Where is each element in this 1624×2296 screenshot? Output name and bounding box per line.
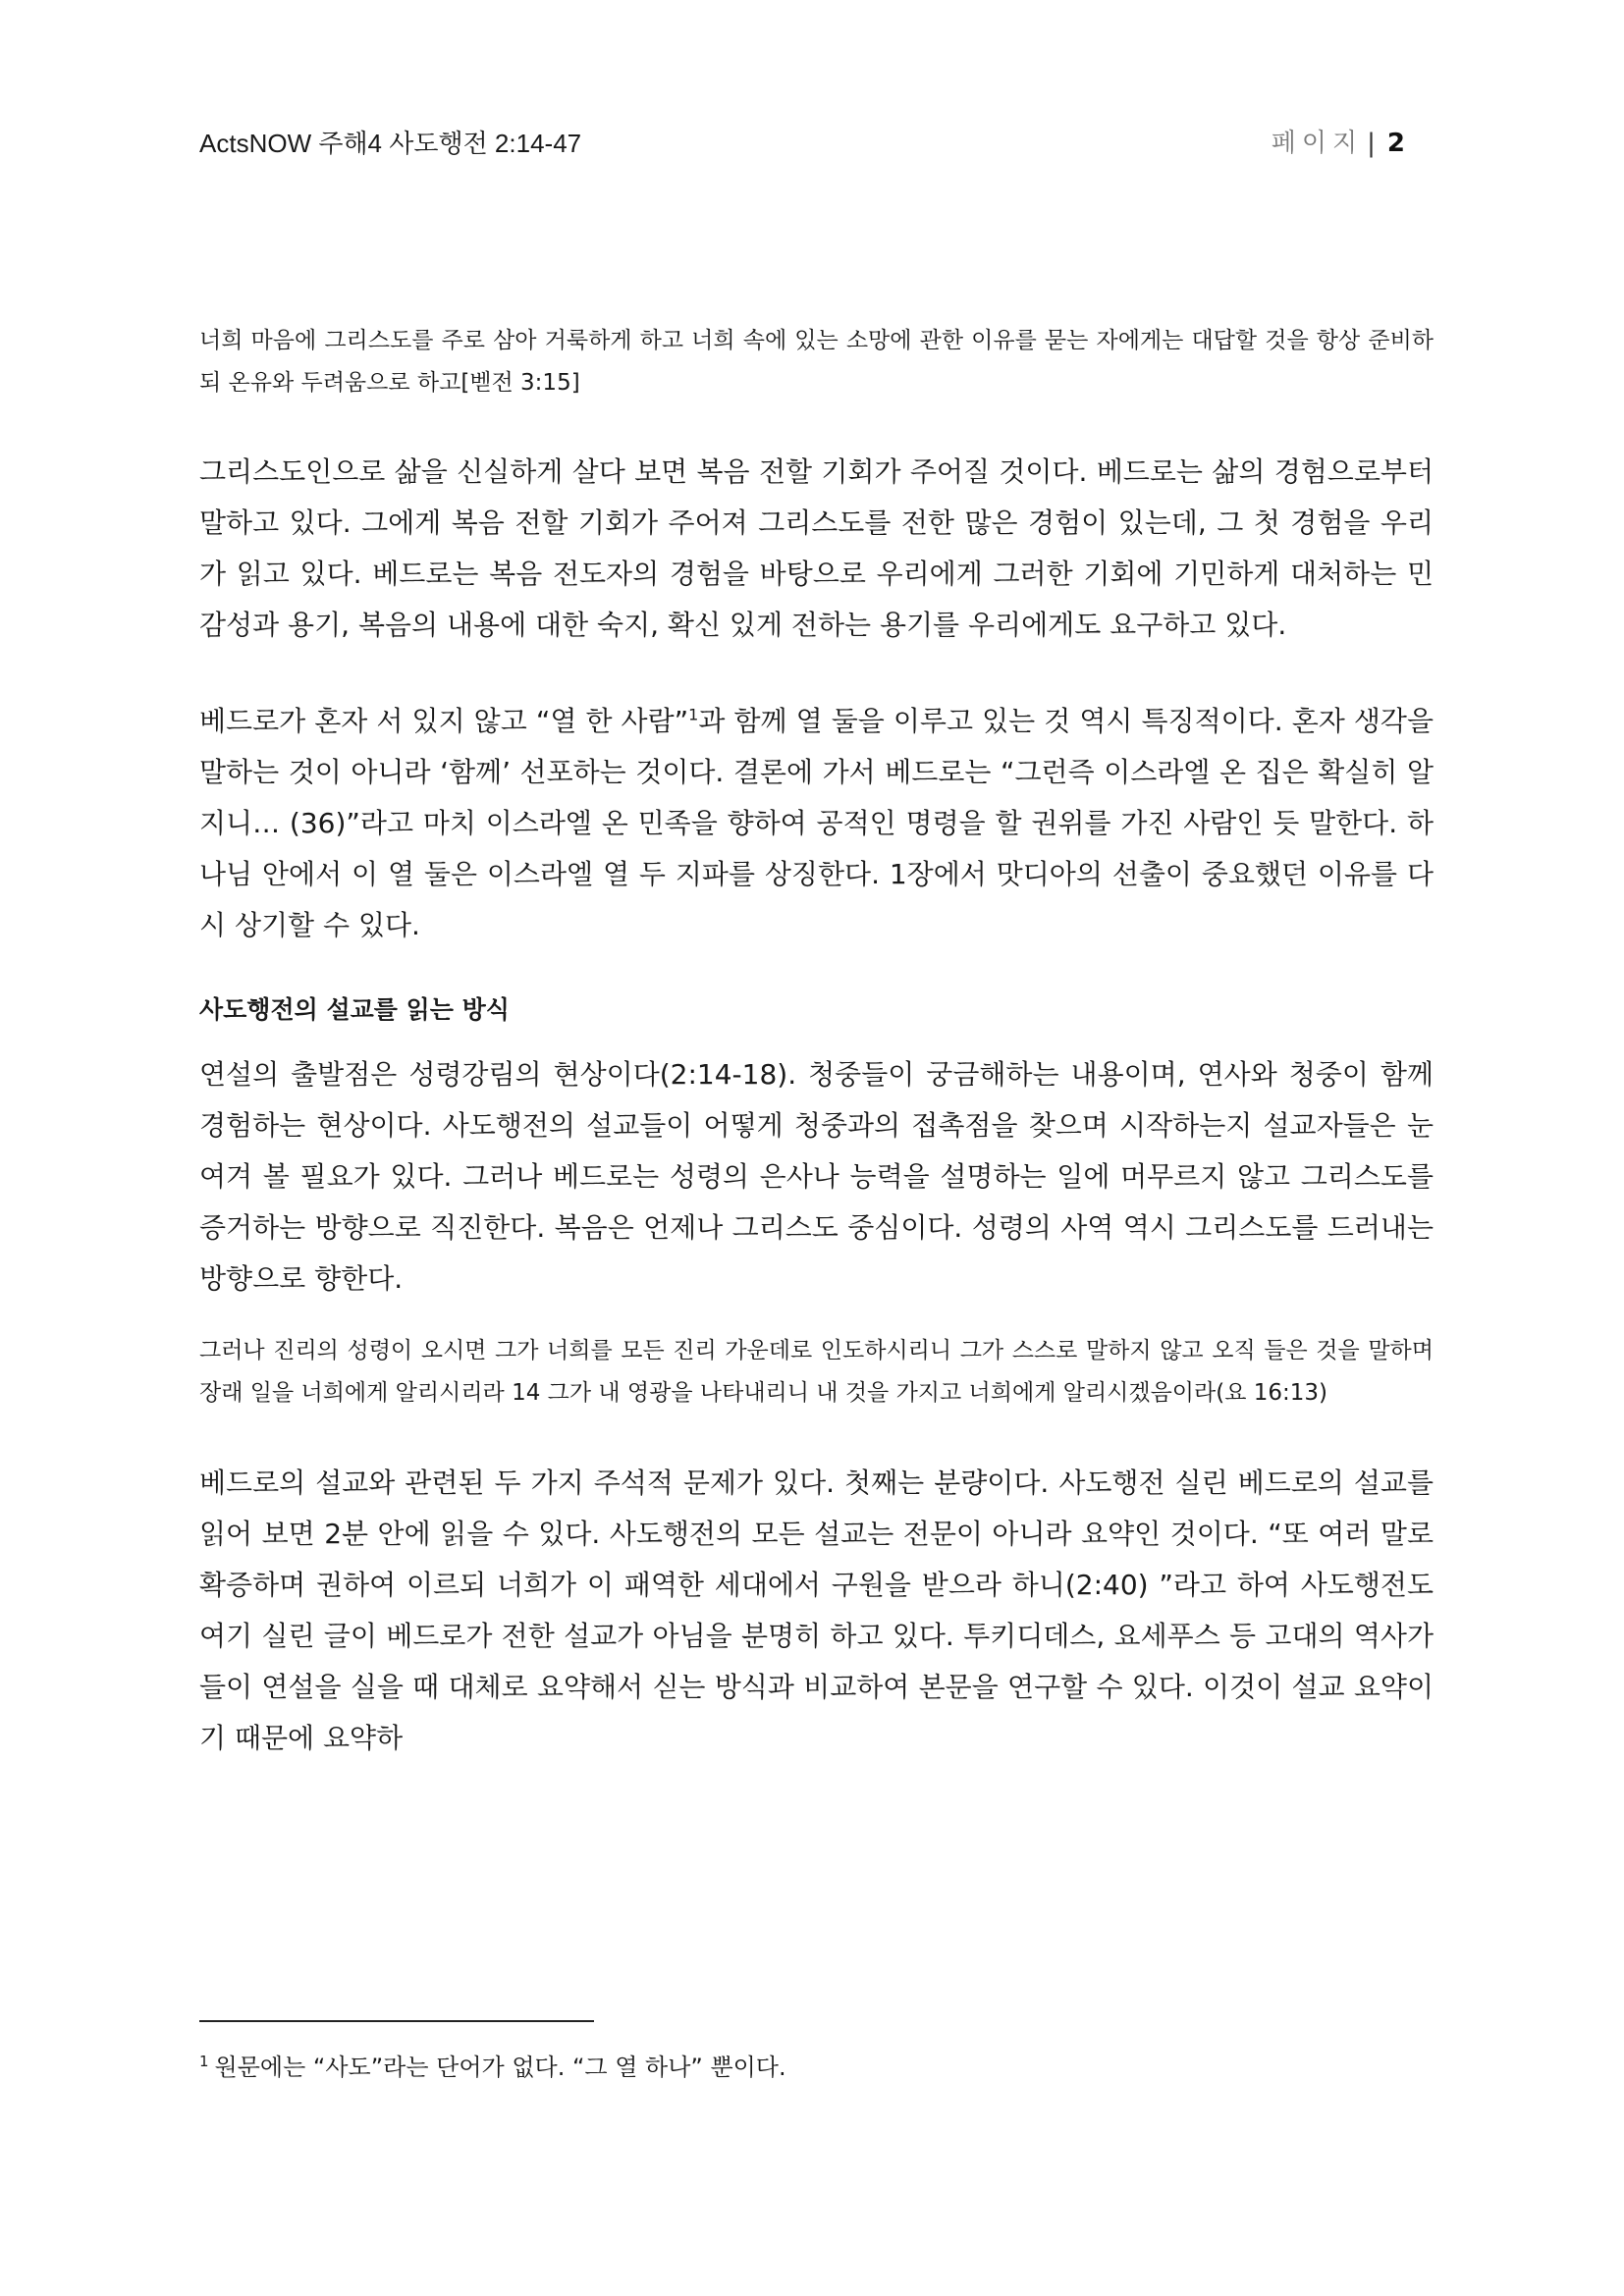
- paragraph-twelve-text-b: 과 함께 열 둘을 이루고 있는 것 역시 특징적이다. 혼자 생각을 말하는 것이 아니라 ‘함께’ 선포하는 것이다. 결론에 가서 베드로는 “그런즉 이스라엘 온 집은 확실히 알지니… (36)”라고 마치 이스라엘 온 민족을 향하여 공적인 명령을 할 권위를 가진 사람인 듯 말한다. 하나님 안에서 이 열 둘은 이스라엘 열 두 지파를 상징한다. 1장에서 맛디아의 선출이 중요했던 이유를 다시 상기할 수 있다.: [199, 705, 1434, 941]
- footnote-mark: 1: [199, 2053, 209, 2070]
- page-indicator: [1272, 124, 1405, 163]
- footnote: [199, 2048, 1434, 2087]
- footnote-divider: [199, 2020, 594, 2022]
- scripture-quote-john-16-13: 그러나 진리의 성령이 오시면 그가 너희를 모든 진리 가운데로 인도하시리니 그가 스스로 말하지 않고 오직 들은 것을 말하며 장래 일을 너희에게 알리시리라 14 그가 내 영광을 나타내리니 내 것을 가지고 너희에게 알리시겠음이라(요 16:13): [199, 1338, 1434, 1406]
- paragraph-exegetical-issues: 베드로의 설교와 관련된 두 가지 주석적 문제가 있다. 첫째는 분량이다. 사도행전 실린 베드로의 설교를 읽어 보면 2분 안에 읽을 수 있다. 사도행전의 모든 설교는 전문이 아니라 요약인 것이다. “또 여러 말로 확증하며 권하여 이르되 너희가 이 패역한 세대에서 구원을 받으라 하니(2:40) ”라고 하여 사도행전도 여기 실린 글이 베드로가 전한 설교가 아님을 분명히 하고 있다. 투키디데스, 요세푸스 등 고대의 역사가들이 연설을 실을 때 대체로 요약해서 싣는 방식과 비교하여 본문을 연구할 수 있다. 이것이 설교 요약이기 때문에 요약하: [199, 1467, 1434, 1754]
- document-title: ActsNOW 주해4 사도행전 2:14-47: [199, 129, 582, 158]
- scripture-quote-1pet-3-15: 너희 마음에 그리스도를 주로 삼아 거룩하게 하고 너희 속에 있는 소망에 관한 이유를 묻는 자에게는 대답할 것을 항상 준비하되 온유와 두려움으로 하고[벧전 3:15]: [199, 328, 1434, 396]
- paragraph-twelve-text-a: 베드로가 혼자 서 있지 않고 “열 한 사람”: [199, 705, 689, 737]
- page-body: [199, 320, 1434, 1764]
- page-separator: |: [1367, 129, 1381, 158]
- section-heading: 사도행전의 설교를 읽는 방식: [199, 995, 510, 1024]
- page-label: 페이지: [1271, 129, 1364, 158]
- paragraph-opportunity: 그리스도인으로 삶을 신실하게 살다 보면 복음 전할 기회가 주어질 것이다. 베드로는 삶의 경험으로부터 말하고 있다. 그에게 복음 전할 기회가 주어져 그리스도를 전한 많은 경험이 있는데, 그 첫 경험을 우리가 읽고 있다. 베드로는 복음 전도자의 경험을 바탕으로 우리에게 그러한 기회에 기민하게 대처하는 민감성과 용기, 복음의 내용에 대한 숙지, 확신 있게 전하는 용기를 우리에게도 요구하고 있다.: [199, 455, 1434, 641]
- page-header: [199, 124, 1425, 163]
- footnote-text: 원문에는 “사도”라는 단어가 없다. “그 열 하나” 뿐이다.: [214, 2054, 786, 2081]
- page-number: 2: [1386, 129, 1405, 158]
- paragraph-sermon-start: 연설의 출발점은 성령강림의 현상이다(2:14-18). 청중들이 궁금해하는 내용이며, 연사와 청중이 함께 경험하는 현상이다. 사도행전의 설교들이 어떻게 청중과의 접촉점을 찾으며 시작하는지 설교자들은 눈여겨 볼 필요가 있다. 그러나 베드로는 성령의 은사나 능력을 설명하는 일에 머무르지 않고 그리스도를 증거하는 방향으로 직진한다. 복음은 언제나 그리스도 중심이다. 성령의 사역 역시 그리스도를 드러내는 방향으로 향한다.: [199, 1058, 1435, 1295]
- footnote-reference[interactable]: 1: [688, 705, 699, 724]
- paragraph-twelve: [199, 696, 1434, 951]
